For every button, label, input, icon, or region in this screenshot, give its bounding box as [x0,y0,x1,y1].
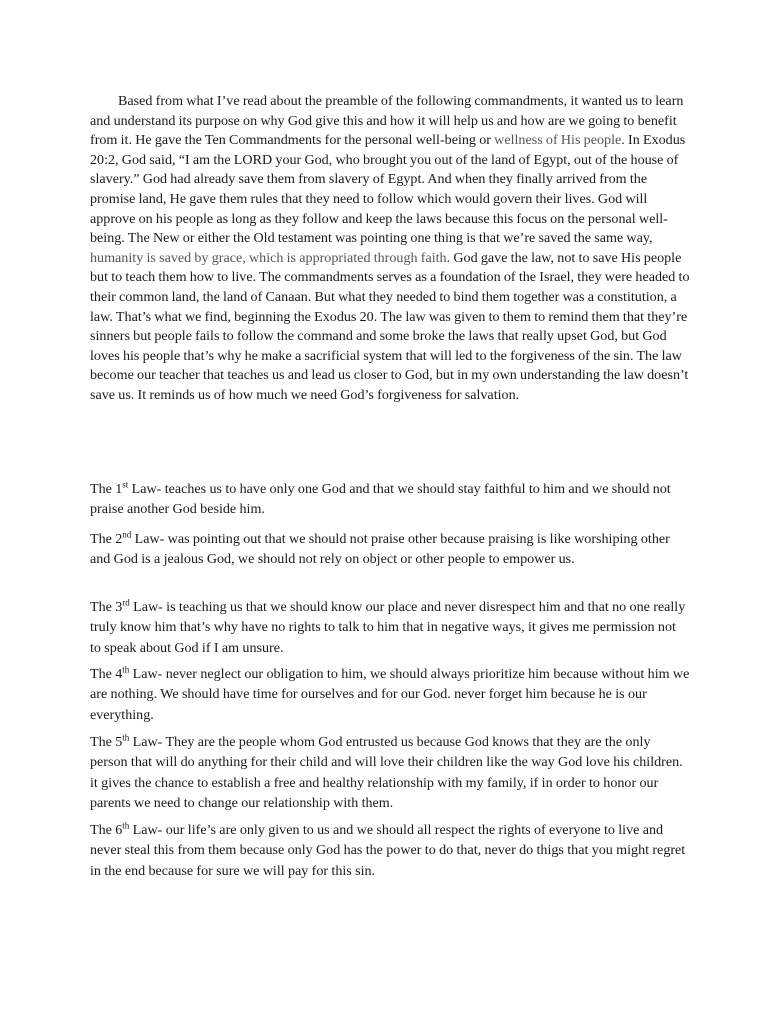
intro-text-part-2: . In Exodus 20:2, God said, “I am the LORD your God, who brought you out of the land of Egypt, out of the house of slavery.” God had already save them from slavery of Egypt. And when they finally arrived from the promise land, He gave them rules that they need to follow which would govern their lives. God will approve on his people as long as they follow and keep the laws because this focus on the personal well-being. The New or either the Old testament was pointing one thing is that [90,132,686,247]
law-text: Law- They are the people whom God entrusted us because God knows that they are the only person that will do anything for their child and will love their children like the way God love his children. it gives the chance to establish a free and healthy relationship with my family, if in order to honor our parents we need to change our relationship with them. [90,734,683,812]
law-prefix: The 2 [90,531,123,547]
law-text: Law- our life’s are only given to us and we should all respect the rights of everyone to live and never steal this from them because only God has the power to do that, never do thigs that you might regret in the end because for sure we will pay for this sin. [90,822,686,879]
law-paragraph-2 [90,529,690,570]
intro-text-understanding: but in my own understanding [435,367,600,384]
law-ordinal: rd [122,597,130,608]
law-text: Law- is teaching us that we should know our place and never disrespect him and that no one really truly know him that’s why have no rights to talk to him that in negative ways, it gives me permission not to speak about God if I am unsure. [90,599,686,656]
law-text: Law- never neglect our obligation to him, we should always prioritize him because without him we are nothing. We should have time for ourselves and for our God. never forget him because he is our everything. [90,666,690,723]
intro-text-wellness: wellness of His people [494,132,622,149]
law-prefix: The 6 [90,822,123,838]
law-text: Law- was pointing out that we should not praise other because praising is like worshiping other and God is a jealous God, we should not rely on object or other people to empower us. [90,531,670,568]
law-paragraph-5 [90,732,690,814]
law-ordinal: th [122,664,130,675]
law-ordinal: th [122,732,130,743]
law-ordinal: th [122,820,130,831]
law-prefix: The 3 [90,599,123,615]
intro-text-part-3: . God gave the law, not to save His people but to teach them how to live. The commandments serves as a foundation of the Israel, they were headed to their common land, the land of Canaan. But what they needed to bind them together was a constitution, a law. That’s what we find, beginning the Exodus 20. The law was given to them to remind them that they’re sinners but people fails to follow the command and some broke the laws that really upset God, but God loves his people that’s why he make a sacrificial system that will led to the forgiveness of the sin. The law become our teacher that teaches us and lead us closer to God, [90,249,690,384]
law-text: Law- teaches us to have only one God and that we should stay faithful to him and we should not praise another God beside him. [90,481,671,518]
law-paragraph-3 [90,597,690,658]
law-prefix: The 5 [90,734,123,750]
intro-text-saved: we’re saved the same way, [503,230,653,247]
intro-text-humanity: humanity is [90,249,160,266]
law-prefix: The 1 [90,481,123,497]
intro-text-part-4: the law doesn’t save us. It reminds us of how much we need God’s forgiveness for salvation. [90,367,689,403]
law-ordinal: st [122,479,129,490]
intro-paragraph [90,92,690,406]
law-paragraph-6 [90,820,690,881]
law-paragraph-1 [90,479,690,520]
law-ordinal: nd [122,529,132,540]
intro-text-part-1: Based from what I’ve read about the preamble of the following commandments, it wanted us to learn and understand its purpose on why God give this and how it will help us and how are we going to benefit from it. He gave the Ten Commandments for the personal well-being or [90,93,684,149]
intro-text-grace: saved by grace, which is appropriated through faith [159,249,447,266]
law-prefix: The 4 [90,666,123,682]
law-paragraph-4 [90,664,690,725]
